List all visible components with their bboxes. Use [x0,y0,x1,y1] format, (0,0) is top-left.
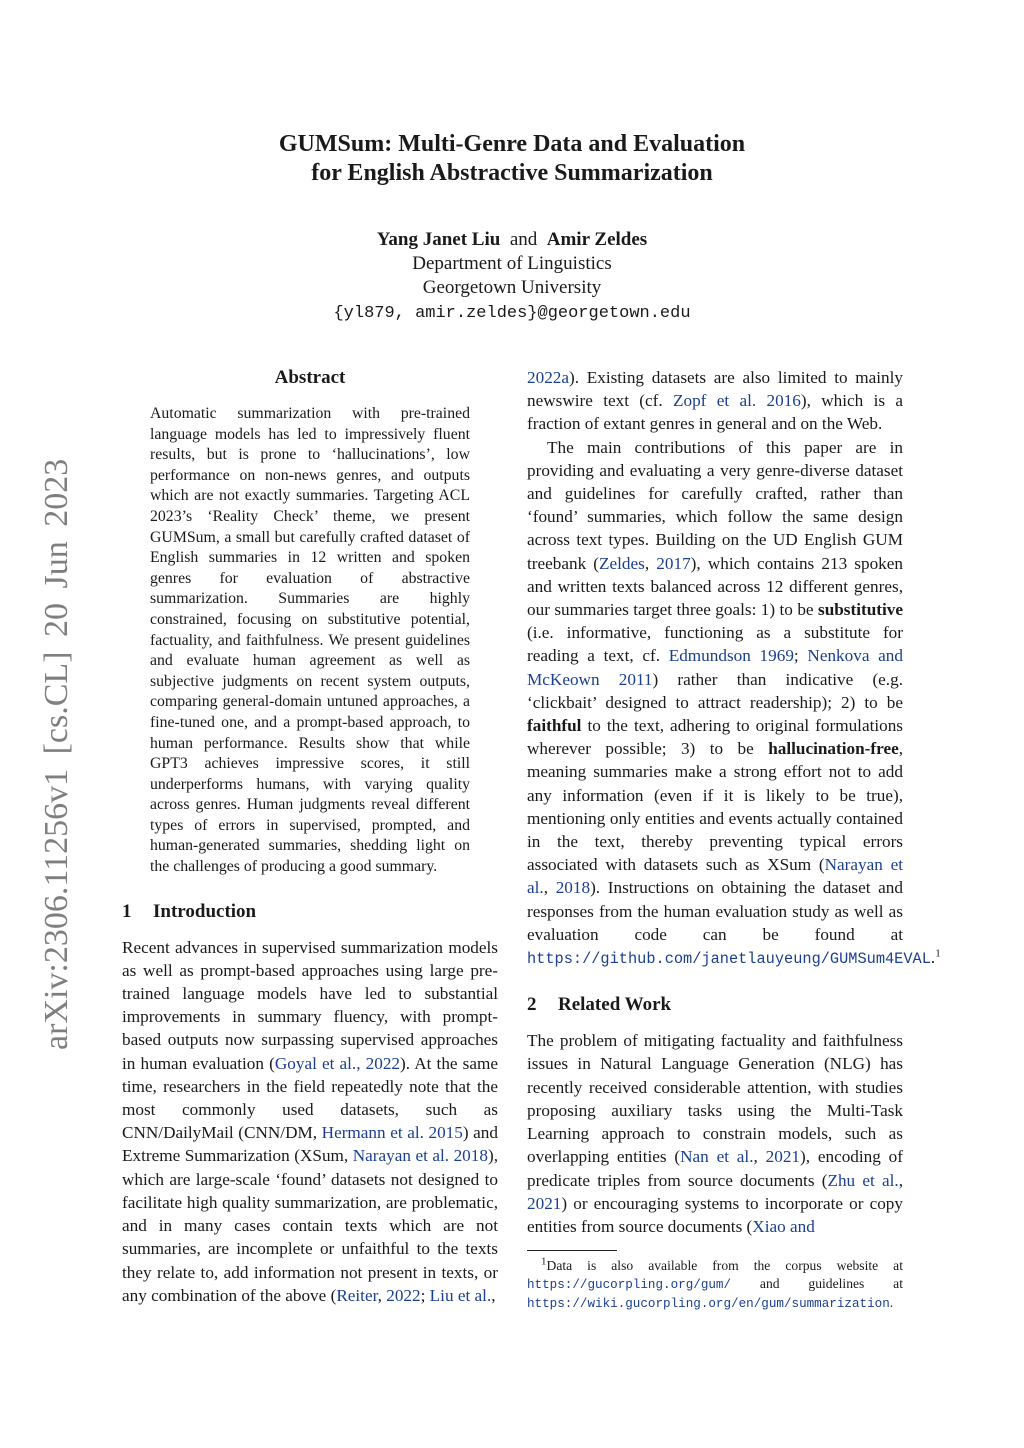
arxiv-sidebar [38,459,76,1050]
intro-text: , [491,1285,496,1305]
body-text: . [930,948,936,968]
body-text: , [898,1170,903,1190]
contributions-paragraph [527,436,941,972]
paper-title [0,130,1024,188]
footnote-marker[interactable]: 1 [935,947,941,960]
citation-link[interactable]: Narayan et al. 2018 [352,1146,488,1166]
citation-link[interactable]: Zopf et al. 2016 [673,391,801,411]
bold-term: faithful [527,716,582,736]
body-text: ). Instructions on obtaining the dataset and responses from the human evaluation study as well as evaluation code can be found at [527,878,903,944]
guidelines-link[interactable]: https://wiki.gucorpling.org/en/gum/summarization [527,1297,890,1312]
body-text: ), which is a fraction of extant genres in general and on the Web. [527,391,903,434]
abstract-heading: Abstract [274,367,346,388]
author-and: and [509,229,538,250]
footnote-text: . [889,1295,894,1311]
citation-link[interactable]: Zeldes [599,553,645,573]
citation-link[interactable]: 2021 [765,1147,800,1167]
arxiv-date: 20 Jun 2023 [38,458,75,637]
intro-text: ). At the same time, researchers in the field repeatedly note that the most commonly used datasets, such as CNN/DailyMail (CNN/DM, [122,1053,498,1143]
footnote [527,1257,903,1314]
citation-link[interactable]: Nan et al. [680,1147,754,1167]
intro-text: ; [420,1285,430,1305]
related-heading [527,993,903,1017]
citation-link[interactable]: Xiao and [752,1216,815,1236]
intro-paragraph [122,936,498,1307]
title-line-1: GUMSum: Multi-Genre Data and Evaluation [278,131,746,157]
bold-term: substitutive [818,600,903,620]
footnote-number: 1 [541,1255,547,1268]
intro-title: Introduction [153,900,257,922]
body-text: , [543,878,556,898]
related-paragraph [527,1029,903,1238]
paper-header [0,130,1024,326]
github-link[interactable]: https://github.com/janetlauyeung/GUMSum4EVAL [527,950,931,969]
body-text: The problem of mitigating factuality and faithfulness issues in Natural Language Generation (NLG) has recently received considerable attention, with studies proposing auxiliary tasks using the Multi-Task Learning approach to constrain models, such as overlapping entities ( [527,1031,903,1167]
corpus-link[interactable]: https://gucorpling.org/gum/ [527,1277,732,1292]
footnote-rule [527,1250,617,1251]
body-text: ) rather than indicative (e.g. ‘clickbait’ designed to attract readership); 2) to be [527,669,903,712]
intro-continued-paragraph [527,366,903,436]
body-text: ) or encouraging systems to incorporate or copy entities from source documents ( [527,1193,903,1236]
author-email: {yl879, amir.zeldes}@georgetown.edu [333,304,691,323]
author-2: Amir Zeldes [546,229,648,250]
citation-link[interactable]: 2022 [386,1285,421,1305]
left-column [122,366,498,1307]
citation-link[interactable]: Hermann et al. 2015 [321,1123,463,1143]
intro-text: , [377,1285,387,1305]
citation-link[interactable]: Narayan et al. [527,855,903,898]
body-text: to the text, adhering to original formulations wherever possible; 3) to be [527,716,903,759]
citation-link[interactable]: Nenkova and McKeown 2011 [527,646,903,689]
body-text: , [753,1147,766,1167]
arxiv-category: [cs.CL] [38,651,75,755]
related-title: Related Work [558,994,672,1016]
related-number: 2 [527,994,537,1016]
citation-link[interactable]: Zhu et al. [827,1170,899,1190]
citation-link[interactable]: 2018 [555,878,591,898]
citation-link[interactable]: Liu et al. [429,1285,492,1305]
title-line-2: for English Abstractive Summarization [311,160,713,186]
body-text: ), which contains 213 spoken and written texts balanced across 12 different genres, our summaries target three goals: 1) to be [527,553,903,620]
body-text: The main contributions of this paper are in providing and evaluating a very genre-diverse dataset and guidelines for carefully crafted, rather than ‘found’ summaries, which follow the same design across text types. Building on the UD English GUM treebank ( [527,437,903,573]
body-text: ), encoding of predicate triples from source documents ( [527,1147,903,1190]
bold-term: hallucination-free [768,739,899,759]
intro-text: ) and Extreme Summarization (XSum, [122,1123,498,1166]
author-block [0,228,1024,326]
citation-link[interactable]: 2021 [527,1193,562,1213]
citation-link[interactable]: Edmundson 1969 [668,646,794,666]
citation-link[interactable]: 2022a [527,368,570,387]
citation-link[interactable]: Goyal et al., 2022 [274,1053,401,1073]
citation-link[interactable]: Reiter [336,1285,378,1305]
body-text: ; [793,646,808,666]
department: Department of Linguistics [412,253,612,274]
author-1: Yang Janet Liu [376,229,501,250]
body-text: (i.e. informative, functioning as a substitute for reading a text, cf. [527,623,903,666]
footnote-text: and guidelines at [731,1275,903,1291]
citation-link[interactable]: 2017 [656,553,691,573]
right-column [527,366,941,1314]
intro-text: Recent advances in supervised summarization models as well as prompt-based approaches using large pre-trained language models have led to substantial improvements in summary fluency, with prompt-based outputs now surpassing supervised approaches in human evaluation ( [122,937,498,1073]
abstract-text: Automatic summarization with pre-trained language models has led to impressively fluent results, but is prone to ‘hallucinations’, low performance on non-news genres, and outputs which are not exactly summaries. Targeting ACL 2023’s ‘Reality Check’ theme, we present GUMSum, a small but carefully crafted dataset of English summaries in 12 written and spoken genres for evaluation of abstractive summarization. Summaries are highly constrained, focusing on substitutive potential, factuality, and faithfulness. We present guidelines and evaluate human agreement as well as subjective judgments on recent system outputs, comparing general-domain untuned approaches, a fine-tuned one, and a prompt-based approach, to human performance. Results show that while GPT3 achieves impressive scores, it still underperforms humans, with varying quality across genres. Human judgments reveal different types of errors in supervised, prompted, and human-generated summaries, shedding light on the challenges of producing a good summary. [150,405,470,876]
arxiv-id: arXiv:2306.11256v1 [38,768,75,1050]
intro-heading [122,900,498,924]
body-text: , [644,553,657,573]
body-text: , meaning summaries make a strong effort not to add any information (even if it is likely to be true), mentioning only entities and events actually contained in the text, thereby preventing typical errors associated with datasets such as XSum ( [527,739,903,875]
body-text: ). Existing datasets are also limited to mainly newswire text (cf. [527,368,903,411]
intro-text: ), which are large-scale ‘found’ datasets not designed to facilitate high quality summarization, are problematic, and in many cases contain texts which are not summaries, are incomplete or unfaithful to the texts they relate to, add information not present in texts, or any combination of the above ( [122,1146,498,1305]
footnote-text: Data is also available from the corpus website at [546,1258,903,1274]
university: Georgetown University [422,277,602,298]
intro-number: 1 [122,900,132,922]
